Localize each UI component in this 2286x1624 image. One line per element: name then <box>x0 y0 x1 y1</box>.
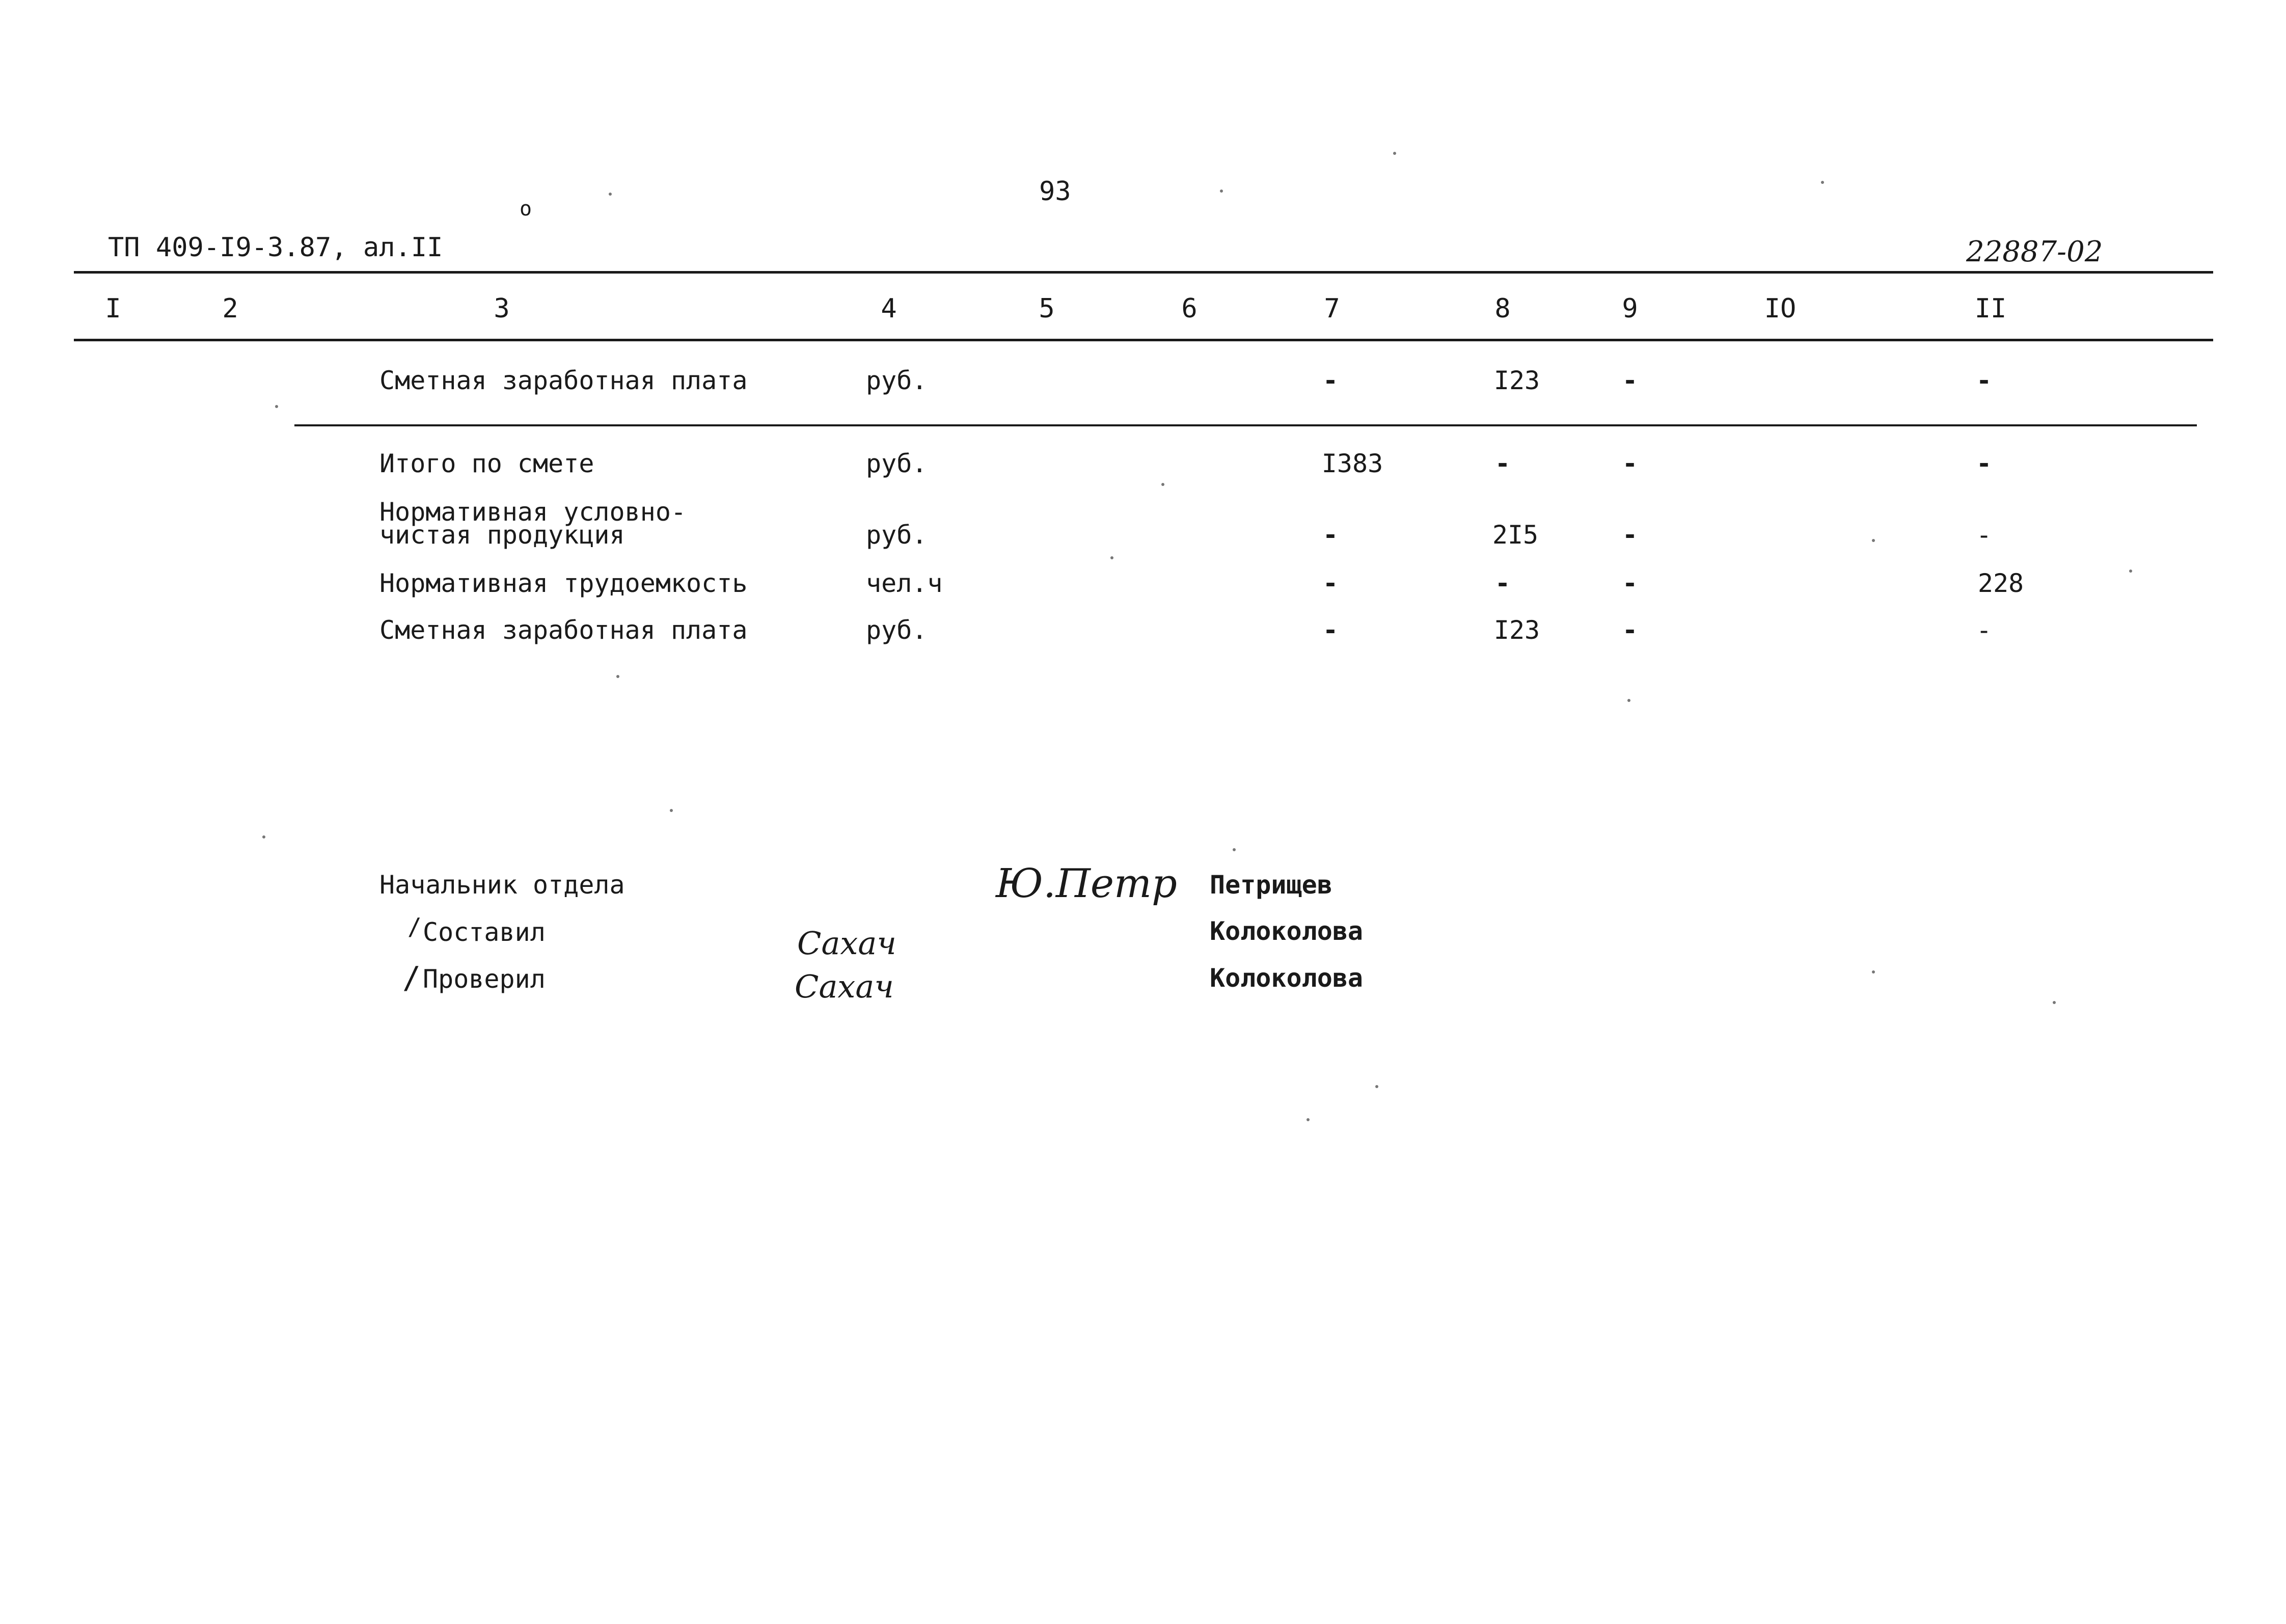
speck <box>1821 181 1824 184</box>
row-unit: руб. <box>866 615 928 645</box>
col-header-2: 2 <box>222 293 238 324</box>
speck <box>1627 699 1630 702</box>
speck <box>1161 483 1164 486</box>
cell-col7: I383 <box>1321 449 1383 478</box>
signatory-name: Петрищев <box>1210 870 1332 900</box>
speck <box>1872 539 1875 542</box>
speck <box>1872 970 1875 973</box>
row-label: Сметная заработная плата <box>379 366 748 395</box>
signature-role: Начальник отдела <box>379 870 625 900</box>
speck <box>1220 190 1223 193</box>
cell-col8: I23 <box>1493 366 1540 395</box>
cell-col7: - <box>1322 366 1339 395</box>
col-header-1: I <box>105 293 121 324</box>
cell-col8: 2I5 <box>1492 520 1539 550</box>
slash-mark: / <box>407 913 422 940</box>
col-header-8: 8 <box>1494 293 1511 324</box>
table-header-rule <box>74 339 2213 341</box>
cell-col11: - <box>1976 615 1992 645</box>
row-label: Сметная заработная плата <box>379 615 748 645</box>
section-separator <box>294 424 2197 426</box>
cell-col11: - <box>1976 520 1992 550</box>
speck <box>609 193 612 196</box>
cell-col11: - <box>1976 449 1992 478</box>
col-header-4: 4 <box>881 293 897 324</box>
cell-col8: I23 <box>1493 615 1540 645</box>
row-unit: руб. <box>866 366 928 395</box>
row-unit: руб. <box>866 449 928 478</box>
row-label-continuation: чистая продукция <box>379 520 625 550</box>
cell-col9: - <box>1622 615 1638 645</box>
cell-col11: 228 <box>1977 569 2024 598</box>
cell-col9: - <box>1622 366 1638 395</box>
document-id: 22887-02 <box>1966 235 2103 268</box>
col-header-6: 6 <box>1181 293 1198 324</box>
cell-col9: - <box>1622 520 1638 550</box>
cell-col9: - <box>1622 449 1638 478</box>
cell-col11: - <box>1976 366 1992 395</box>
speck <box>616 675 619 678</box>
signature-role: Проверил <box>423 964 546 994</box>
table-top-rule <box>74 271 2213 274</box>
cell-col7: - <box>1322 520 1339 550</box>
signatory-name: Колоколова <box>1210 916 1364 946</box>
row-label: Нормативная условно- <box>379 497 687 527</box>
signature-role: Составил <box>423 917 546 947</box>
row-label: Нормативная трудоемкость <box>379 569 748 598</box>
signatory-name: Колоколова <box>1210 963 1364 993</box>
cell-col9: - <box>1622 569 1638 598</box>
speck <box>1307 1118 1310 1121</box>
speck <box>262 835 265 838</box>
speck <box>1233 848 1236 851</box>
row-label: Итого по смете <box>379 449 594 478</box>
speck <box>1110 556 1113 559</box>
cell-col8: - <box>1494 569 1511 598</box>
col-header-11: II <box>1974 293 2007 324</box>
col-header-7: 7 <box>1324 293 1340 324</box>
col-header-9: 9 <box>1622 293 1638 324</box>
cell-col7: - <box>1322 569 1339 598</box>
speck <box>2053 1001 2056 1004</box>
speck <box>670 809 673 812</box>
col-header-5: 5 <box>1039 293 1055 324</box>
handwritten-signature: Сахач <box>795 968 894 1005</box>
speck <box>1393 152 1396 155</box>
handwritten-signature: Ю.Петр <box>996 861 1177 907</box>
slash-mark: / <box>402 960 421 996</box>
col-header-3: 3 <box>494 293 510 324</box>
stray-mark: o <box>520 197 532 221</box>
row-unit: руб. <box>866 520 928 550</box>
col-header-10: IO <box>1764 293 1797 324</box>
speck <box>2129 570 2132 573</box>
handwritten-signature: Сахач <box>797 925 896 962</box>
row-unit: чел.ч <box>866 569 943 598</box>
speck <box>275 405 278 408</box>
document-code: ТП 409-I9-3.87, ал.II <box>108 232 443 263</box>
page-number: 93 <box>1039 176 1071 207</box>
cell-col8: - <box>1494 449 1511 478</box>
cell-col7: - <box>1322 615 1339 645</box>
speck <box>1375 1085 1378 1088</box>
